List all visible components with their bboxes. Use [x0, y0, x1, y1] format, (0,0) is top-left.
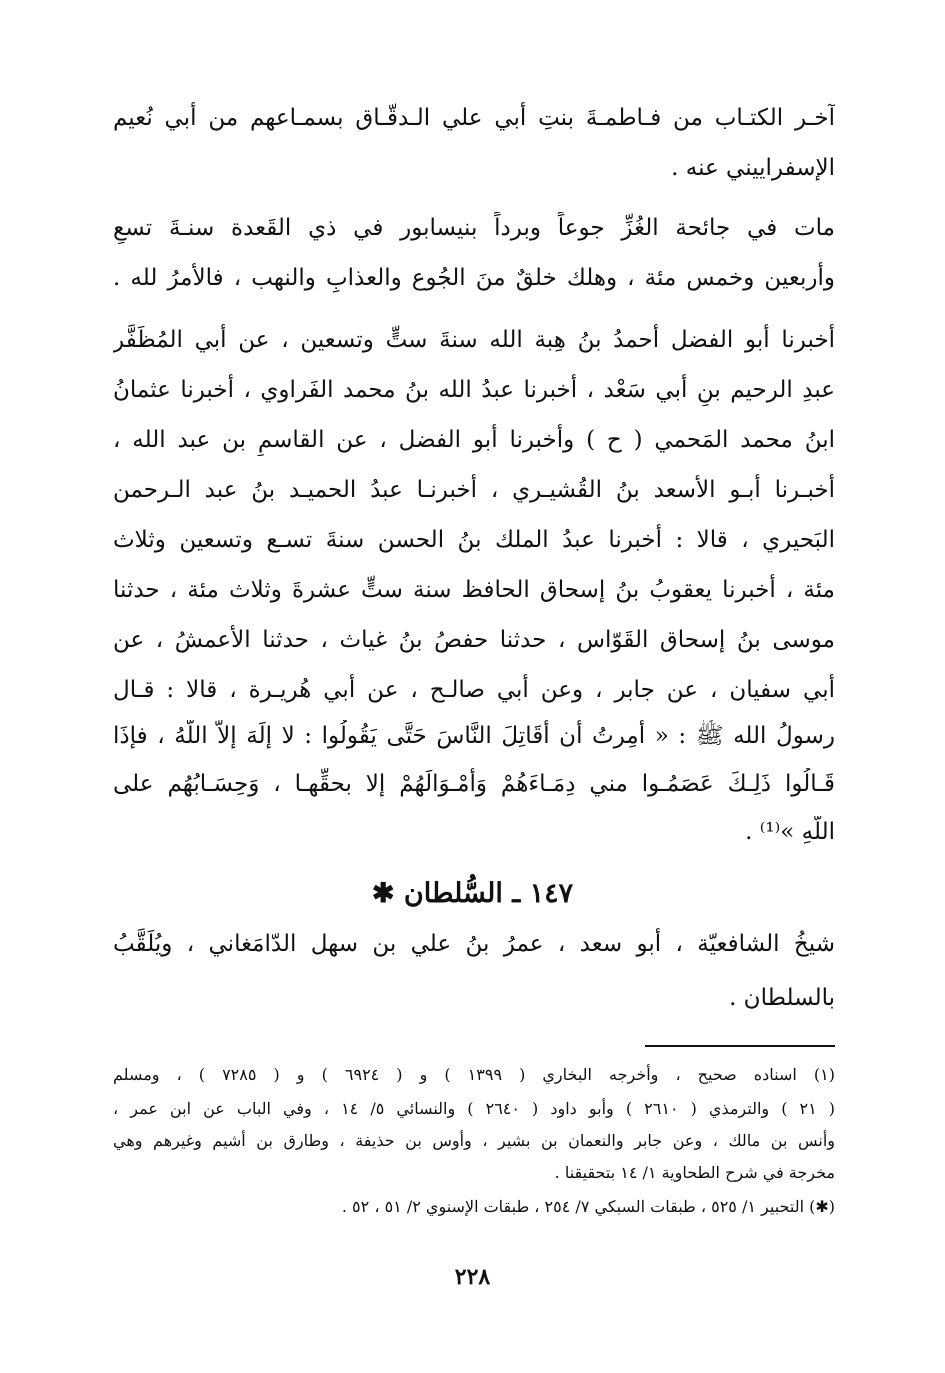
section-line: بالسلطان . — [729, 985, 835, 1011]
body-line: الإسفراييني عنه . — [671, 155, 835, 181]
body-line: أخبرنا أبو الفضل أحمدُ بنُ هِبة الله سنةَ ستٍّ وتسعين ، عن أبي المُظَفَّر — [113, 327, 835, 353]
footnote-separator — [645, 1045, 835, 1047]
body-line: وأربعين وخمس مئة ، وهلك خلقٌ منَ الجُوع والعذابِ والنهب ، فالأمرُ لله . — [113, 265, 835, 291]
section-line: شيخُ الشافعيّة ، أبو سعد ، عمرُ بنُ علي بن سهل الدّامَغاني ، ويُلَقَّبُ — [113, 931, 835, 957]
body-line: أبي سفيان ، عن جابر ، وعن أبي صالـح ، عن أبي هُريـرة ، قالا : قـال — [113, 677, 835, 703]
body-line: عبدِ الرحيم بنِ أبي سَعْد ، أخبرنا عبدُ الله بنُ محمد الفَراوي ، أخبرنا عثمانُ — [113, 377, 835, 403]
body-line: آخـر الكتـاب من فـاطمـةَ بنتِ أبي علي الـدقّـاق بسمـاعهم من أبي نُعيم — [113, 105, 835, 131]
body-line: قَـالُوا ذَلِـكَ عَصَمُـوا مني دِمَـاءَهُمْ وَأَمْـوَالَهُمْ إلا بحقِّهـا ، وَحِسَـابُهُم على — [113, 771, 835, 797]
footnote-line: ( ٢١ ) والترمذي ( ٢٦١٠ ) وأبو داود ( ٢٦٤٠ ) والنسائي ٥/ ١٤ ، وفي الباب عن ابن عمر ، — [113, 1099, 835, 1118]
section-heading: ١٤٧ ـ السُّلطان ✱ — [371, 878, 574, 909]
body-line: البَحيري ، قالا : أخبرنا عبدُ الملك بنُ الحسن سنةَ تسـع وتسعين وثلاث — [113, 527, 835, 553]
footnote-line: (١) اسناده صحيح ، وأخرجه البخاري ( ١٣٩٩ ) و ( ٦٩٢٤ ) و ( ٧٢٨٥ ) ، ومسلم — [113, 1065, 835, 1084]
body-line: اللَّهِ »⁽¹⁾ . — [745, 819, 835, 845]
page-number: ٢٢٨ — [454, 1264, 491, 1290]
body-line: أخبـرنا أبـو الأسعد بنُ القُشيـري ، أخبرنـا عبدُ الحميـد بنُ عبد الـرحمن — [113, 477, 835, 503]
body-line: مات في جائحة الغُزِّ جوعاً وبرداً بنيسابور في ذي القَعدة سنـةَ تسعٍ — [113, 215, 835, 241]
footnote-line: (✱) التحبير ١/ ٥٢٥ ، طبقات السبكي ٧/ ٢٥٤ ، طبقات الإسنوي ٢/ ٥١ ، ٥٢ . — [341, 1197, 835, 1216]
footnote-line: وأنس بن مالك ، وعن جابر والنعمان بن بشير ، وأوس بن حذيفة ، وطارق بن أشيم وغيرهم وهي — [113, 1131, 835, 1150]
body-line: مئة ، أخبرنا يعقوبُ بنُ إسحاق الحافظ سنة ستٍّ عشرةَ وثلاث مئة ، حدثنا — [113, 577, 835, 603]
footnote-line: مخرجة في شرح الطحاوية ١/ ١٤ بتحقيقنا . — [554, 1163, 835, 1182]
body-line: موسى بنُ إسحاق القَوّاس ، حدثنا حفصُ بنُ غياث ، حدثنا الأعمشُ ، عن — [113, 627, 835, 653]
body-line: رسولُ الله ﷺ : « أُمِرتُ أن أُقَاتِلَ النَّاسَ حَتَّى يَقُولُوا : لا إلَهَ إلاَّ اللَّهُ ، فإذَا — [113, 723, 835, 749]
body-line: ابنُ محمد المَحمي ( ح ) وأخبرنا أبو الفضل ، عن القاسمِ بن عبد الله ، — [113, 427, 835, 453]
